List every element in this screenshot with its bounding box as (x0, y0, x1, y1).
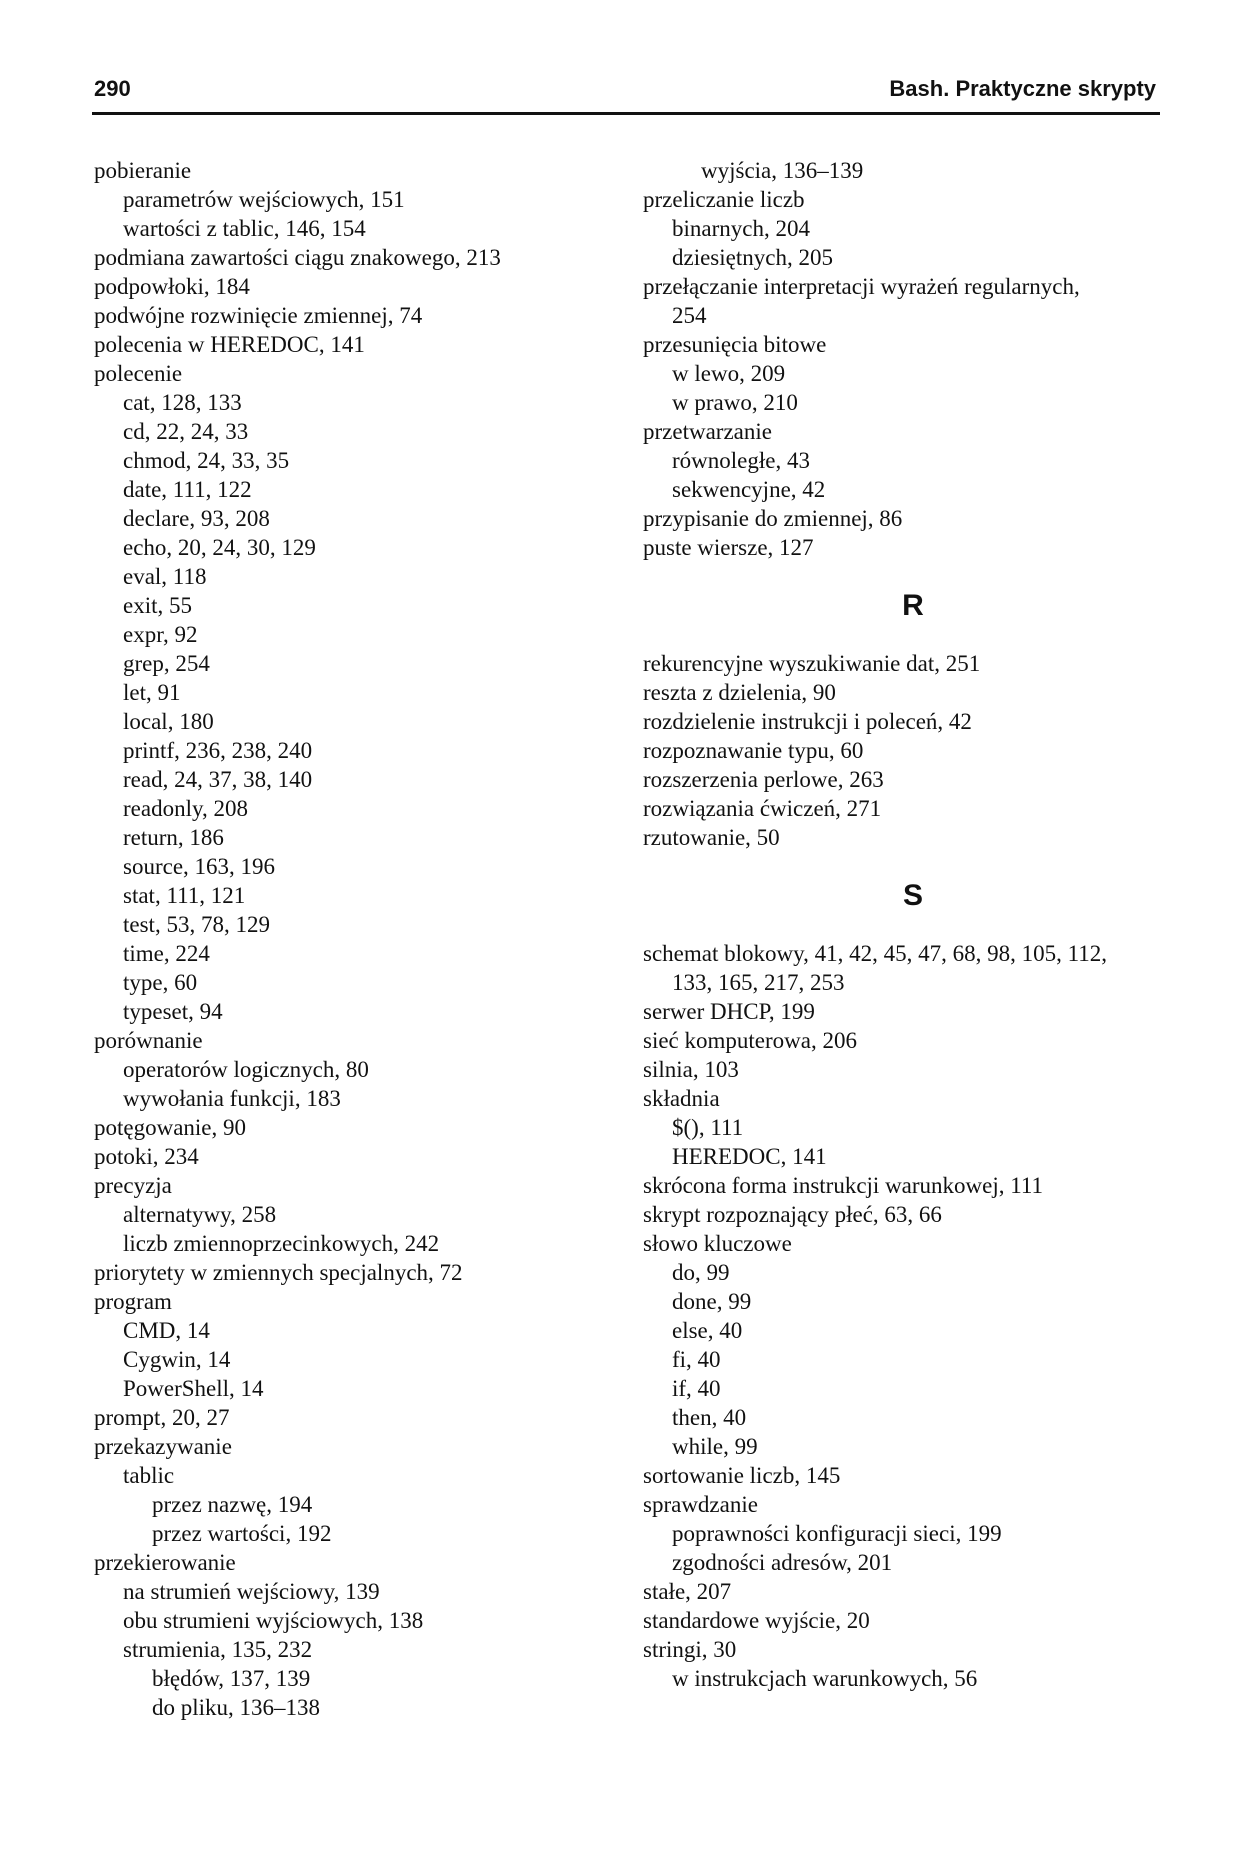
index-entry: skrypt rozpoznający płeć, 63, 66 (643, 1202, 942, 1227)
index-subentry: sekwencyjne, 42 (672, 477, 826, 502)
page-header (92, 72, 1160, 115)
index-entry: podmiana zawartości ciągu znakowego, 213 (94, 245, 501, 270)
index-subentry: else, 40 (672, 1318, 743, 1343)
book-title: Bash. Praktyczne skrypty (889, 76, 1156, 101)
index-subentry: read, 24, 37, 38, 140 (123, 767, 313, 792)
index-entry: silnia, 103 (643, 1057, 739, 1082)
index-subentry: alternatywy, 258 (123, 1202, 277, 1227)
index-entry: puste wiersze, 127 (643, 535, 814, 560)
index-subentry: then, 40 (672, 1405, 747, 1430)
index-subentry: time, 224 (123, 941, 210, 966)
index-subentry: declare, 93, 208 (123, 506, 270, 531)
index-entry: rozdzielenie instrukcji i poleceń, 42 (643, 709, 972, 734)
index-section-letter: R (902, 589, 924, 622)
index-subentry: przez wartości, 192 (152, 1521, 332, 1546)
index-entry: podwójne rozwinięcie zmiennej, 74 (94, 303, 423, 328)
index-subentry: w lewo, 209 (672, 361, 786, 386)
index-subentry: obu strumieni wyjściowych, 138 (123, 1608, 424, 1633)
index-subentry: przez nazwę, 194 (152, 1492, 313, 1517)
index-entry: polecenia w HEREDOC, 141 (94, 332, 365, 357)
index-entry: schemat blokowy, 41, 42, 45, 47, 68, 98, 105, 112, (643, 941, 1108, 966)
index-entry: polecenie (94, 361, 183, 386)
index-column-right (643, 156, 1163, 1693)
index-subentry: fi, 40 (672, 1347, 721, 1372)
index-column-left (94, 156, 614, 1722)
index-subentry: na strumień wejściowy, 139 (123, 1579, 380, 1604)
index-entry: reszta z dzielenia, 90 (643, 680, 836, 705)
index-entry: przełączanie interpretacji wyrażeń regularnych, (643, 274, 1080, 299)
index-entry: przeliczanie liczb (643, 187, 805, 212)
index-subentry: 254 (672, 303, 707, 328)
index-entry: sortowanie liczb, 145 (643, 1463, 841, 1488)
index-subentry: dziesiętnych, 205 (672, 245, 833, 270)
index-entry: słowo kluczowe (643, 1231, 792, 1256)
index-subentry: readonly, 208 (123, 796, 248, 821)
index-subentry: let, 91 (123, 680, 181, 705)
index-subentry: do, 99 (672, 1260, 730, 1285)
index-subentry: wyjścia, 136–139 (701, 158, 864, 183)
index-entry: rozszerzenia perlowe, 263 (643, 767, 884, 792)
index-entry: przetwarzanie (643, 419, 772, 444)
index-subentry: cd, 22, 24, 33 (123, 419, 249, 444)
index-entry: pobieranie (94, 158, 192, 183)
index-entry: stringi, 30 (643, 1637, 737, 1662)
index-subentry: HEREDOC, 141 (672, 1144, 827, 1169)
index-subentry: tablic (123, 1463, 175, 1488)
index-entry: potęgowanie, 90 (94, 1115, 247, 1140)
index-subentry: operatorów logicznych, 80 (123, 1057, 369, 1082)
index-subentry: liczb zmiennoprzecinkowych, 242 (123, 1231, 440, 1256)
index-subentry: type, 60 (123, 970, 198, 995)
index-entry: serwer DHCP, 199 (643, 999, 815, 1024)
index-subentry: expr, 92 (123, 622, 198, 647)
index-subentry: typeset, 94 (123, 999, 223, 1024)
index-subentry: while, 99 (672, 1434, 758, 1459)
index-entry: standardowe wyjście, 20 (643, 1608, 870, 1633)
index-entry: potoki, 234 (94, 1144, 199, 1169)
index-subentry: grep, 254 (123, 651, 210, 676)
index-subentry: eval, 118 (123, 564, 207, 589)
index-subentry: Cygwin, 14 (123, 1347, 231, 1372)
index-entry: przekazywanie (94, 1434, 232, 1459)
index-entry: przesunięcia bitowe (643, 332, 827, 357)
index-entry: składnia (643, 1086, 720, 1111)
index-entry: porównanie (94, 1028, 203, 1053)
index-subentry: $(), 111 (672, 1115, 744, 1140)
index-subentry: parametrów wejściowych, 151 (123, 187, 405, 212)
index-subentry: chmod, 24, 33, 35 (123, 448, 290, 473)
index-entry: rozpoznawanie typu, 60 (643, 738, 864, 763)
index-subentry: w instrukcjach warunkowych, 56 (672, 1666, 978, 1691)
index-subentry: binarnych, 204 (672, 216, 810, 241)
index-subentry: exit, 55 (123, 593, 192, 618)
index-entry: priorytety w zmiennych specjalnych, 72 (94, 1260, 463, 1285)
index-subentry: zgodności adresów, 201 (672, 1550, 893, 1575)
index-entry: sieć komputerowa, 206 (643, 1028, 857, 1053)
index-subentry: PowerShell, 14 (123, 1376, 264, 1401)
index-subentry: do pliku, 136–138 (152, 1695, 321, 1720)
index-subentry: stat, 111, 121 (123, 883, 246, 908)
index-subentry: return, 186 (123, 825, 224, 850)
index-section-letter: S (902, 879, 923, 912)
index-entry: rekurencyjne wyszukiwanie dat, 251 (643, 651, 981, 676)
index-subentry: test, 53, 78, 129 (123, 912, 270, 937)
index-subentry: cat, 128, 133 (123, 390, 242, 415)
index-entry: przypisanie do zmiennej, 86 (643, 506, 903, 531)
index-entry: rzutowanie, 50 (643, 825, 780, 850)
index-entry: rozwiązania ćwiczeń, 271 (643, 796, 882, 821)
index-subentry: echo, 20, 24, 30, 129 (123, 535, 316, 560)
index-subentry: błędów, 137, 139 (152, 1666, 311, 1691)
index-subentry: if, 40 (672, 1376, 721, 1401)
index-subentry: printf, 236, 238, 240 (123, 738, 313, 763)
page-number: 290 (94, 76, 131, 101)
index-subentry: równoległe, 43 (672, 448, 810, 473)
index-entry: prompt, 20, 27 (94, 1405, 230, 1430)
index-subentry: strumienia, 135, 232 (123, 1637, 313, 1662)
index-subentry: local, 180 (123, 709, 214, 734)
index-subentry: w prawo, 210 (672, 390, 798, 415)
index-subentry: done, 99 (672, 1289, 752, 1314)
index-subentry: source, 163, 196 (123, 854, 276, 879)
index-entry: stałe, 207 (643, 1579, 732, 1604)
index-subentry: poprawności konfiguracji sieci, 199 (672, 1521, 1002, 1546)
index-entry: podpowłoki, 184 (94, 274, 250, 299)
index-subentry: CMD, 14 (123, 1318, 210, 1343)
index-entry: program (94, 1289, 172, 1314)
index-entry: skrócona forma instrukcji warunkowej, 111 (643, 1173, 1044, 1198)
index-entry: przekierowanie (94, 1550, 236, 1575)
index-entry: precyzja (94, 1173, 172, 1198)
index-subentry: 133, 165, 217, 253 (672, 970, 845, 995)
index-entry: sprawdzanie (643, 1492, 758, 1517)
index-subentry: date, 111, 122 (123, 477, 252, 502)
index-subentry: wartości z tablic, 146, 154 (123, 216, 366, 241)
index-subentry: wywołania funkcji, 183 (123, 1086, 341, 1111)
